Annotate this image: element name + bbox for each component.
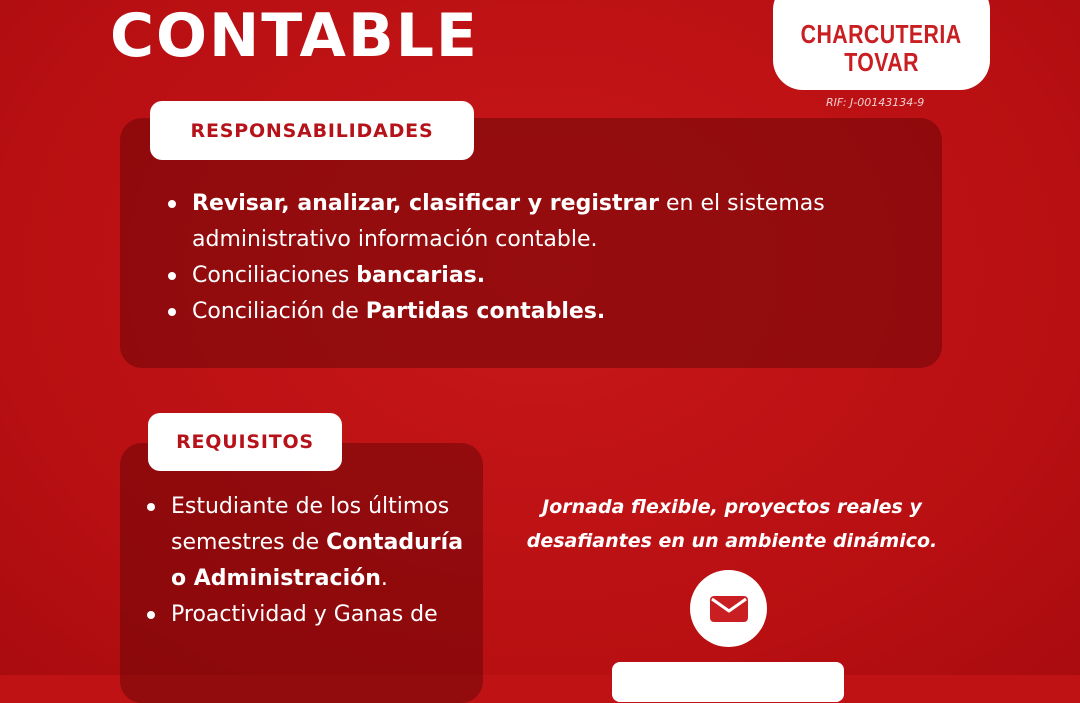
list-item: Proactividad y Ganas de — [171, 597, 471, 633]
benefits-tagline: Jornada flexible, proyectos reales y desafiantes en un ambiente dinámico. — [526, 496, 938, 552]
list-item: Conciliación de Partidas contables. — [192, 294, 892, 330]
contact-email-button[interactable] — [690, 570, 767, 647]
requirements-label: REQUISITOS — [148, 413, 342, 471]
mail-icon — [709, 595, 749, 623]
list-item: Conciliaciones bancarias. — [192, 258, 892, 294]
responsibilities-label: RESPONSABILIDADES — [150, 101, 474, 160]
responsibilities-list — [192, 186, 892, 330]
rif-number: RIF: J-00143134-9 — [826, 96, 925, 109]
list-item: Revisar, analizar, clasificar y registrar en el sistemas administrativo información contable. — [192, 186, 892, 258]
contact-cta-box[interactable] — [612, 662, 844, 702]
logo-line-1: CHARCUTERIA — [801, 19, 962, 49]
requirements-list — [171, 489, 471, 633]
list-item: Estudiante de los últimos semestres de Contaduría o Administración. — [171, 489, 471, 597]
logo-line-2: TOVAR — [844, 47, 919, 77]
page-title: CONTABLE — [110, 1, 479, 71]
brand-logo — [773, 0, 990, 90]
